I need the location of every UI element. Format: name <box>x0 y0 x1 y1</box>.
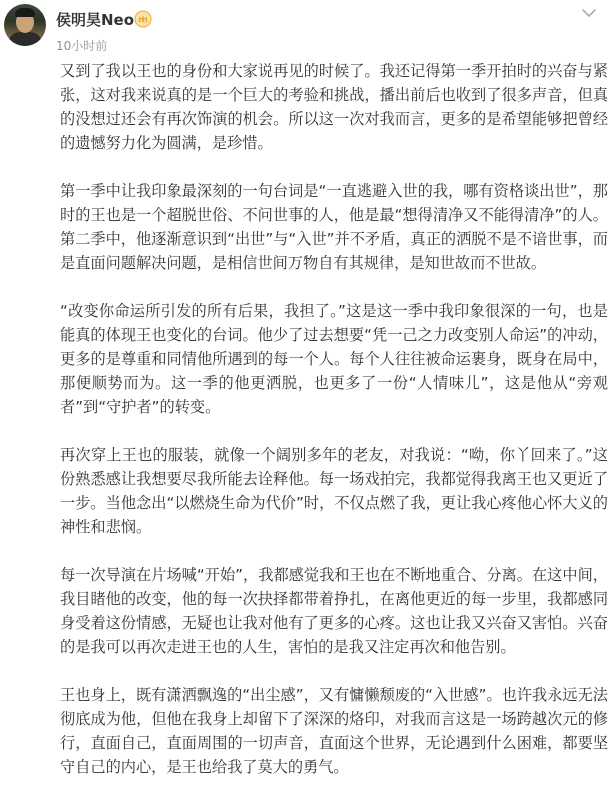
crown-badge-icon[interactable] <box>134 10 152 28</box>
post-paragraph: “改变你命运所引发的所有后果，我担了。”这是这一季中我印象很深的一句，也是能真的体现王也变化的台词。他少了过去想要“凭一己之力改变别人命运”的冲动，更多的是尊重和同情他所遇到的每一个人。每个人往往被命运裹身，既身在局中，那便顺势而为。这一季的他更洒脱，也更多了一份“人情味儿”，这是他从“旁观者”到“守护者”的转变。 <box>60 302 608 416</box>
post-paragraph: 又到了我以王也的身份和大家说再见的时候了。我还记得第一季开拍时的兴奋与紧张，这对我来说真的是一个巨大的考验和挑战，播出前后也收到了很多声音，但真的没想过还会有再次饰演的机会。所以这一次对我而言，更多的是希望能够把曾经的遗憾努力化为圆满，是珍惜。 <box>60 62 608 152</box>
avatar[interactable] <box>4 4 46 46</box>
post-timestamp: 10小时前 <box>56 39 108 53</box>
post-paragraph: 每一次导演在片场喊“开始”，我都感觉我和王也在不断地重合、分离。在这中间，我目睹他的改变，他的每一次抉择都带着挣扎，在离他更近的每一步里，我都感同身受着这份情感，无疑也让我对他有了更多的心疼。这也让我又兴奋又害怕。兴奋的是我可以再次走进王也的人生，害怕的是我又注定再次和他告别。 <box>60 566 608 656</box>
author-name[interactable]: 侯明昊Neo <box>56 11 135 29</box>
post-body <box>60 59 608 779</box>
post-paragraph: 第一季中让我印象最深刻的一句台词是“一直逃避入世的我，哪有资格谈出世”，那时的王也是一个超脱世俗、不问世事的人，他是最“想得清净又不能得清净”的人。第二季中，他逐渐意识到“出世”与“入世”并不矛盾，真正的洒脱不是不谙世事，而是直面问题解决问题，是相信世间万物自有其规律，是知世故而不世故。 <box>60 182 608 272</box>
post-header <box>0 0 608 60</box>
post-paragraph: 王也身上，既有潇洒飘逸的“出尘感”，又有慵懒颓废的“入世感”。也许我永远无法彻底成为他，但他在我身上却留下了深深的烙印，对我而言这是一场跨越次元的修行，直面自己，直面周围的一切声音，直面这个世界，无论遇到什么困难，都要坚守自己的内心，是王也给我了莫大的勇气。 <box>60 686 608 776</box>
avatar-hair-shape <box>15 8 35 17</box>
chevron-down-icon[interactable] <box>578 6 600 20</box>
avatar-body-shape <box>8 32 42 46</box>
post-paragraph: 再次穿上王也的服装，就像一个阔别多年的老友，对我说：“呦，你丫回来了。”这份熟悉感让我想要尽我所能去诠释他。每一场戏拍完，我都觉得我离王也又更近了一步。当他念出“以燃烧生命为代价”时，不仅点燃了我，更让我心疼他心怀大义的神性和悲悯。 <box>60 446 608 536</box>
